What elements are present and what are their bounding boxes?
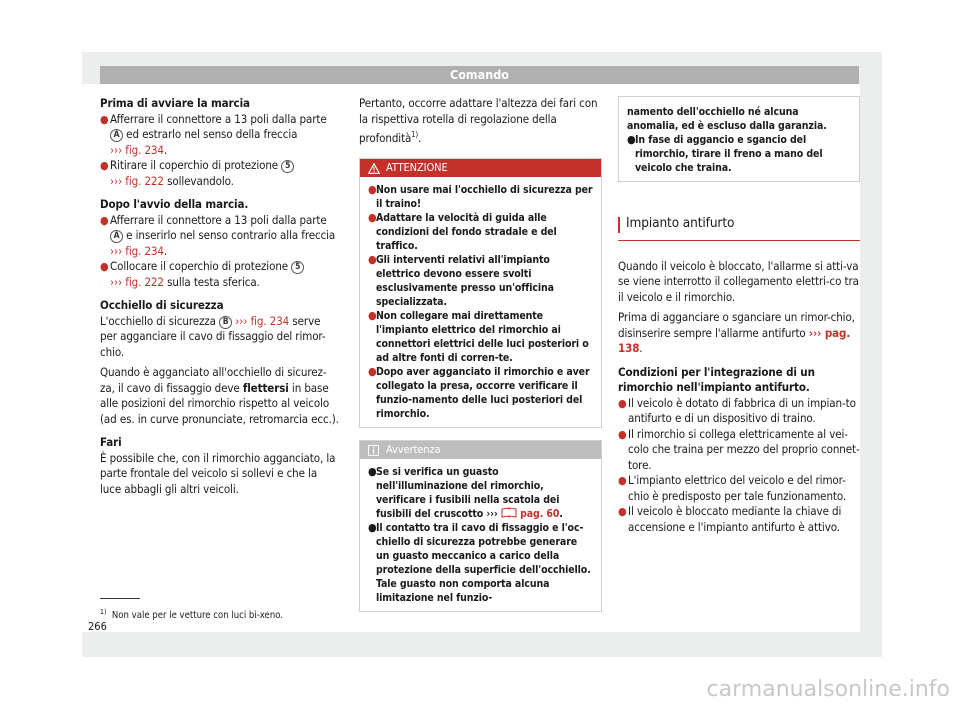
- figure-ref-link[interactable]: ››› fig. 234: [110, 243, 164, 258]
- note-box-header: [360, 441, 601, 459]
- footnote: $^{1)}$ Non vale per le vetture con luci bi-xeno.: [100, 608, 284, 622]
- list-item: ● L'impianto elettrico del veicolo e del rimor-chio è predisposto per tale funzionamento.: [618, 473, 847, 503]
- page-number: 266: [88, 620, 107, 633]
- section-title-antitheft: Impianto antifurto: [618, 216, 860, 241]
- paragraph: È possibile che, con il rimorchio agganciato, la parte frontale del veicolo si sollevi e che la luce abbagli gli altri veicoli.: [100, 450, 336, 496]
- figure-ref-link[interactable]: ››› fig. 222: [110, 173, 164, 188]
- column-2: [359, 96, 602, 612]
- list-item: ● Gli interventi relativi all'impianto elettrico devono essere svolti esclusivamente presso un'officina specializzata.: [368, 253, 554, 309]
- column-1: [100, 96, 340, 497]
- page-header: Comando: [100, 66, 859, 84]
- watermark: carmanualsonline.info: [706, 677, 950, 702]
- paragraph: Quando il veicolo è bloccato, l'allarme si atti-va se viene interrotto il collegamento elettri-co tra il veicolo e il rimorchio.: [618, 258, 859, 304]
- conditions-list: [618, 396, 860, 536]
- list-item: ● Afferrare il connettore a 13 poli dalla parte A e inserirlo nel senso contrario alla freccia ››› fig. 234.: [100, 212, 336, 258]
- warning-list: [360, 177, 601, 427]
- paragraph: L'occhiello di sicurezza B ››› fig. 234 serve per agganciare il cavo di fissaggio del rimor-chio.: [100, 313, 326, 359]
- list-item: ● Non collegare mai direttamente l'impianto elettrico del rimorchio ai connettori elettrici delle luci posteriori o ad altre fonti di corren-te.: [368, 309, 589, 365]
- paragraph: Prima di agganciare o sganciare un rimor-chio, disinserire sempre l'allarme antifurto ››› pag. 138.: [618, 310, 855, 355]
- label-5-marker: 5: [281, 160, 294, 173]
- label-5-marker: 5: [291, 261, 304, 274]
- list-item: ● Afferrare il connettore a 13 poli dalla parte A ed estrarlo nel senso della freccia ››› fig. 234.: [100, 111, 327, 157]
- warning-box: [359, 158, 602, 428]
- column-3: [618, 96, 860, 535]
- list-item: ● Il contatto tra il cavo di fissaggio e l'oc-chiello di sicurezza potrebbe generare un guasto meccanico a carico della protezione della superficie dell'occhiello. Tale guasto non comporta alcuna limitazione nel funzio-: [368, 521, 591, 605]
- warning-title: ATTENZIONE: [386, 161, 448, 175]
- figure-ref-link[interactable]: ››› fig. 222: [110, 274, 164, 289]
- info-icon: [368, 445, 379, 456]
- heading-conditions: Condizioni per l'integrazione di un rimorchio nell'impianto antifurto.: [618, 364, 815, 394]
- figure-ref-link[interactable]: ››› fig. 234: [110, 142, 164, 157]
- list-item: ● Se si verifica un guasto nell'illuminazione del rimorchio, verificare i fusibili nella scatola dei fusibili del cruscotto ››› pag. 60.: [368, 465, 563, 521]
- list-item: ● In fase di aggancio e sgancio del rimorchio, tirare il freno a mano del veicolo che traina.: [627, 133, 823, 174]
- footnote-divider: [100, 598, 140, 599]
- paragraph: Quando è agganciato all'occhiello di sicurez-za, il cavo di fissaggio deve flettersi in base alle posizioni del rimorchio rispetto al veicolo (ad es. in curve pronunciate, retromarcia ecc.).: [100, 365, 339, 426]
- page-ref-link[interactable]: ››› pag. 138: [618, 325, 851, 355]
- list-item: ● Non usare mai l'occhiello di sicurezza per il traino!: [368, 183, 593, 211]
- page-ref-link[interactable]: pag. 60: [520, 508, 560, 521]
- list-item: ● Il rimorchio si collega elettricamente al vei-colo che traina per mezzo del proprio connet-tore.: [618, 426, 860, 472]
- label-a-marker: A: [110, 129, 123, 142]
- note-box: [359, 440, 602, 612]
- list-item: ● Il veicolo è bloccato mediante la chiave di accensione e l'impianto antifurto è attivo.: [618, 504, 842, 534]
- list-item: ● Il veicolo è dotato di fabbrica di un impian-to antifurto e di un dispositivo di traino.: [618, 395, 856, 425]
- label-b-marker: B: [219, 316, 232, 329]
- label-a-marker: A: [110, 230, 123, 243]
- heading-headlights: Fari: [100, 435, 122, 449]
- heading-safety-eyelet: Occhiello di sicurezza: [100, 298, 224, 312]
- heading-before-driving: Prima di avviare la marcia: [100, 96, 250, 110]
- heading-after-start: Dopo l'avvio della marcia.: [100, 197, 249, 211]
- list-item: ● Ritirare il coperchio di protezione 5 ››› fig. 222 sollevandolo.: [100, 158, 340, 189]
- note-box-continued: namento dell'occhiello né alcuna anomalia, ed è escluso dalla garanzia. ● In fase di aggancio e sgancio del rimorchio, tirare il freno a mano del veicolo che traina.: [618, 96, 860, 182]
- note-list: [360, 459, 601, 611]
- list-item: ● Dopo aver agganciato il rimorchio e aver collegato la presa, occorre verificare il funzio-namento delle luci posteriori del rimorchio.: [368, 365, 590, 421]
- figure-ref-link[interactable]: ››› fig. 234: [232, 313, 290, 328]
- list-item: ● Adattare la velocità di guida alle condizioni del fondo stradale e del traffico.: [368, 211, 557, 253]
- list-item: ● Collocare il coperchio di protezione 5 ››› fig. 222 sulla testa sferica.: [100, 259, 340, 290]
- warning-triangle-icon: [368, 163, 380, 174]
- paragraph: Pertanto, occorre adattare l'altezza dei fari con la rispettiva rotella di regolazione della profondità$^{1)}$.: [359, 96, 598, 145]
- note-title: Avvertenza: [386, 443, 441, 457]
- book-icon: [501, 507, 517, 518]
- warning-box-header: [360, 159, 601, 177]
